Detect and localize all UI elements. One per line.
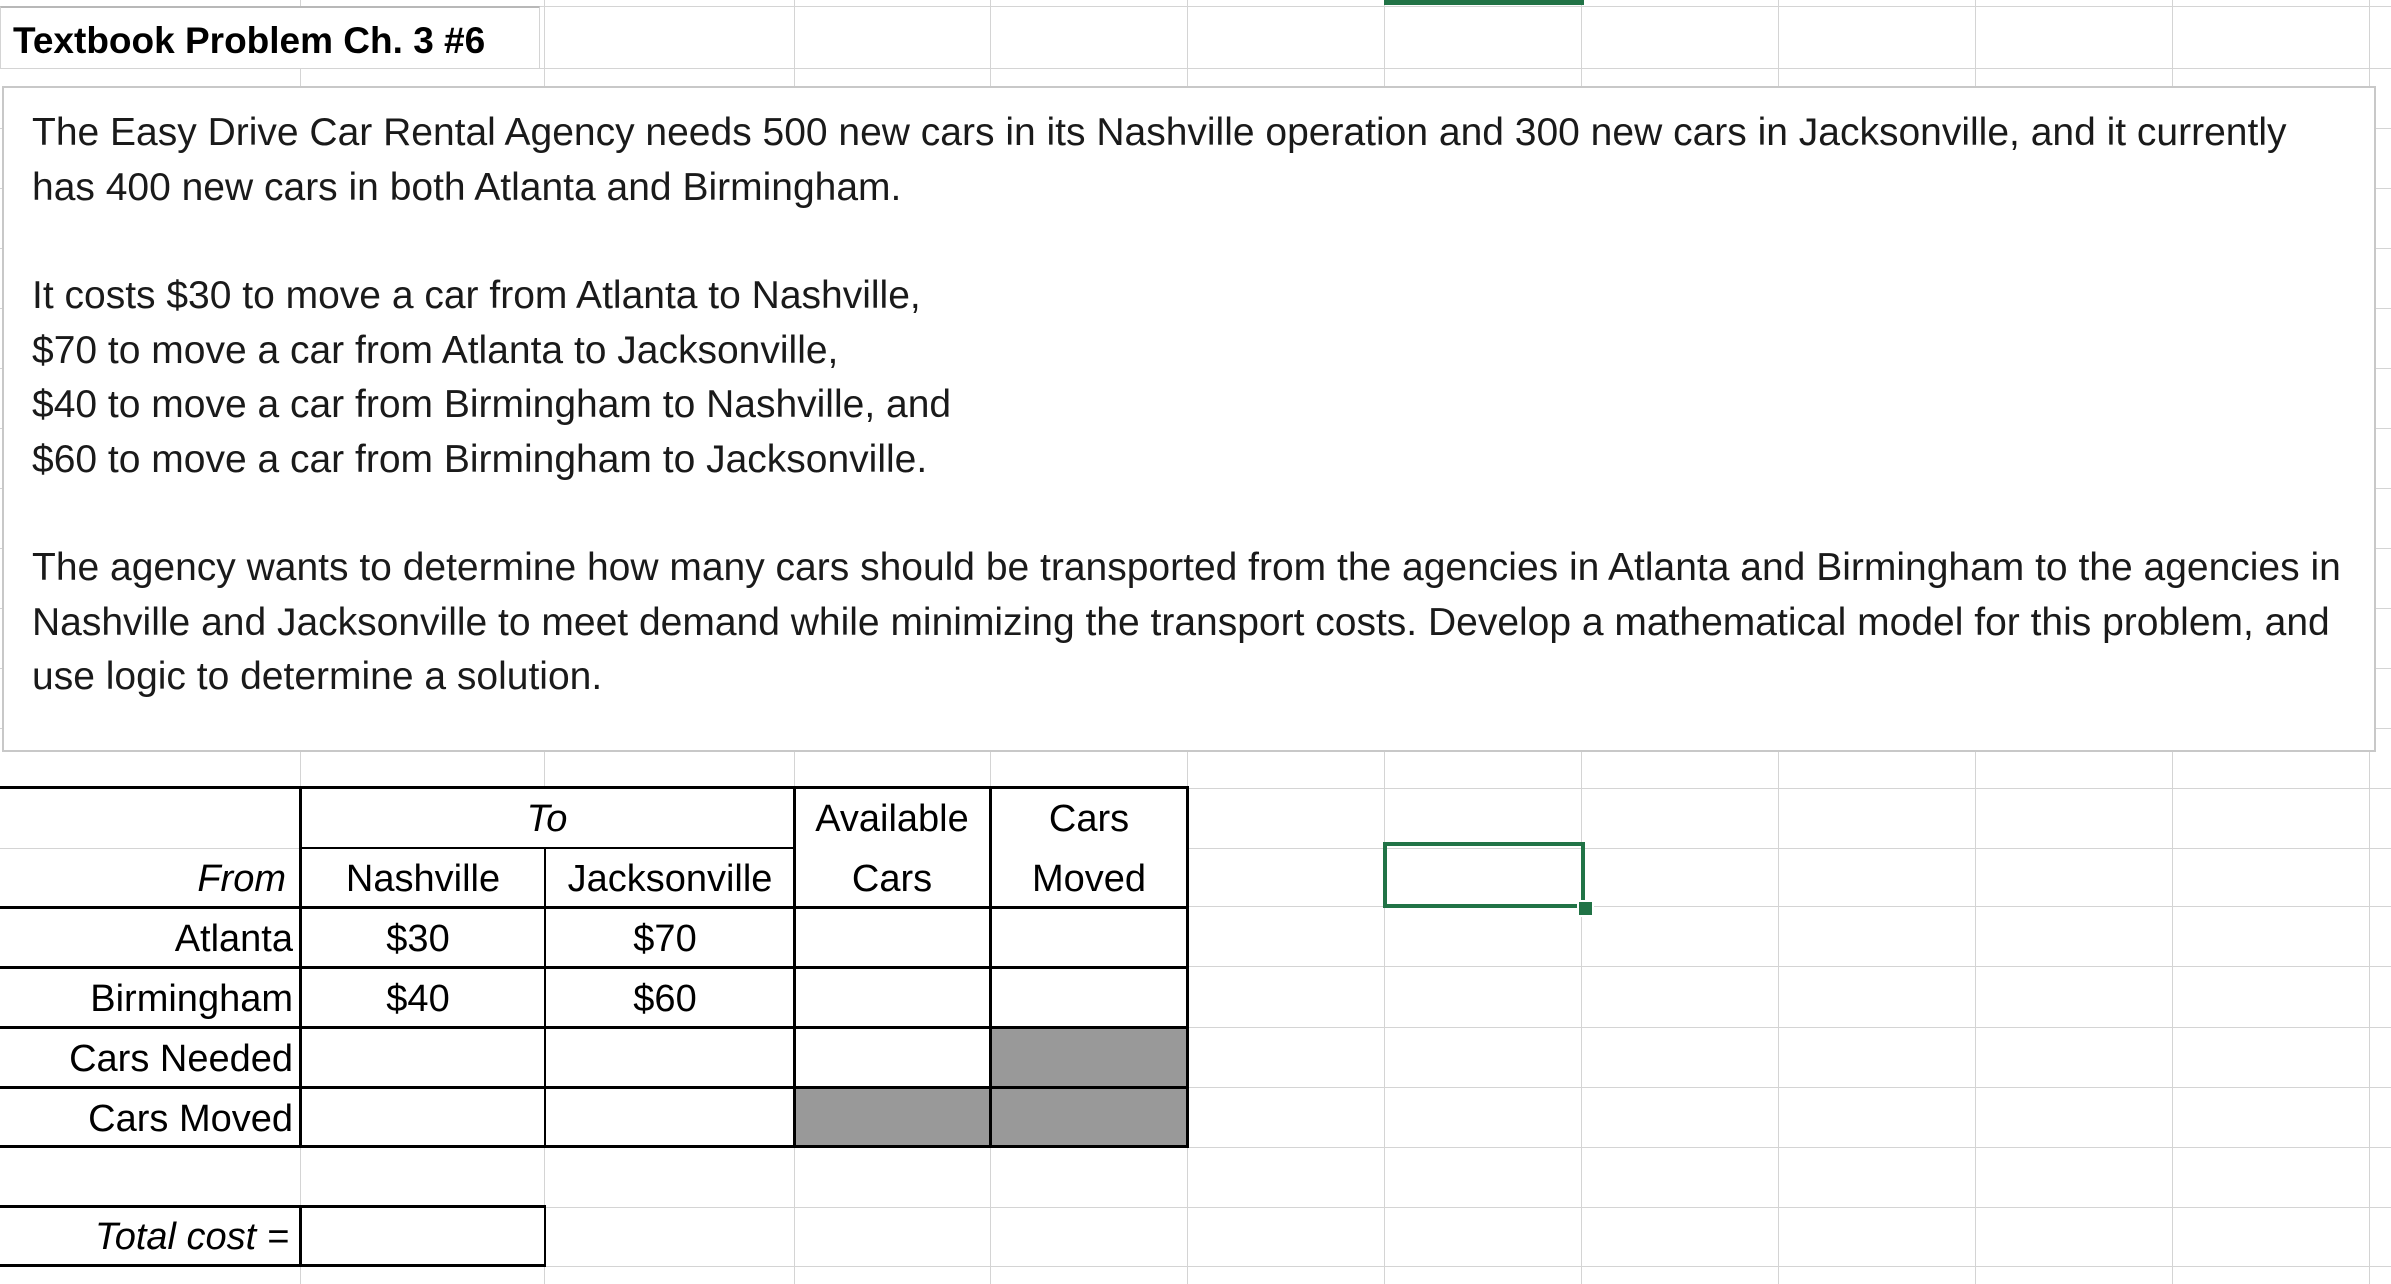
cost-line-2: $70 to move a car from Atlanta to Jacksonville, <box>32 328 839 372</box>
fill-handle[interactable] <box>1577 900 1594 917</box>
cost-line-4: $60 to move a car from Birmingham to Jacksonville. <box>32 437 928 481</box>
moved-header-line2: Moved <box>1031 858 1147 900</box>
cars-needed-label: Cars Needed <box>69 1038 293 1080</box>
active-column-indicator <box>1384 0 1584 5</box>
page-title: Textbook Problem Ch. 3 #6 <box>13 20 486 61</box>
to-header: To <box>526 798 568 840</box>
selected-cell[interactable] <box>1383 842 1585 908</box>
shaded-cell <box>794 1087 990 1146</box>
column-jacksonville: Jacksonville <box>567 858 773 900</box>
cost-birmingham-jacksonville: $60 <box>633 978 697 1020</box>
problem-text-box[interactable] <box>2 86 2376 752</box>
cost-birmingham-nashville: $40 <box>386 978 450 1020</box>
total-cost-label: Total cost = <box>95 1216 289 1258</box>
available-header-line1: Available <box>815 798 969 840</box>
cost-atlanta-nashville: $30 <box>386 918 450 960</box>
problem-paragraph-3: The agency wants to determine how many cars should be transported from the agencies in Atlanta and Birmingham to the agencies in Nashville and Jacksonville to meet demand while minimizing the transport costs. Develop a mathematical model for this problem, and use logic to determine a solution. <box>32 546 2341 698</box>
cars-moved-label: Cars Moved <box>88 1098 293 1140</box>
row-label-atlanta: Atlanta <box>174 918 293 960</box>
cost-line-1: It costs $30 to move a car from Atlanta to Nashville, <box>32 274 921 317</box>
available-header-line2: Cars <box>851 858 933 900</box>
row-label-birmingham: Birmingham <box>90 978 293 1020</box>
cost-atlanta-jacksonville: $70 <box>633 918 697 960</box>
problem-paragraph-1: The Easy Drive Car Rental Agency needs 500 new cars in its Nashville operation and 300 new cars in Jacksonville, and it currently has 400 new cars in both Atlanta and Birmingham. <box>32 111 2287 209</box>
title-cell[interactable] <box>0 6 540 68</box>
from-header: From <box>197 858 286 900</box>
cost-line-3: $40 to move a car from Birmingham to Nashville, and <box>32 383 952 426</box>
column-nashville: Nashville <box>345 858 501 900</box>
shaded-cell <box>990 1027 1188 1086</box>
shaded-cell <box>990 1087 1188 1146</box>
moved-header-line1: Cars <box>1048 798 1130 840</box>
